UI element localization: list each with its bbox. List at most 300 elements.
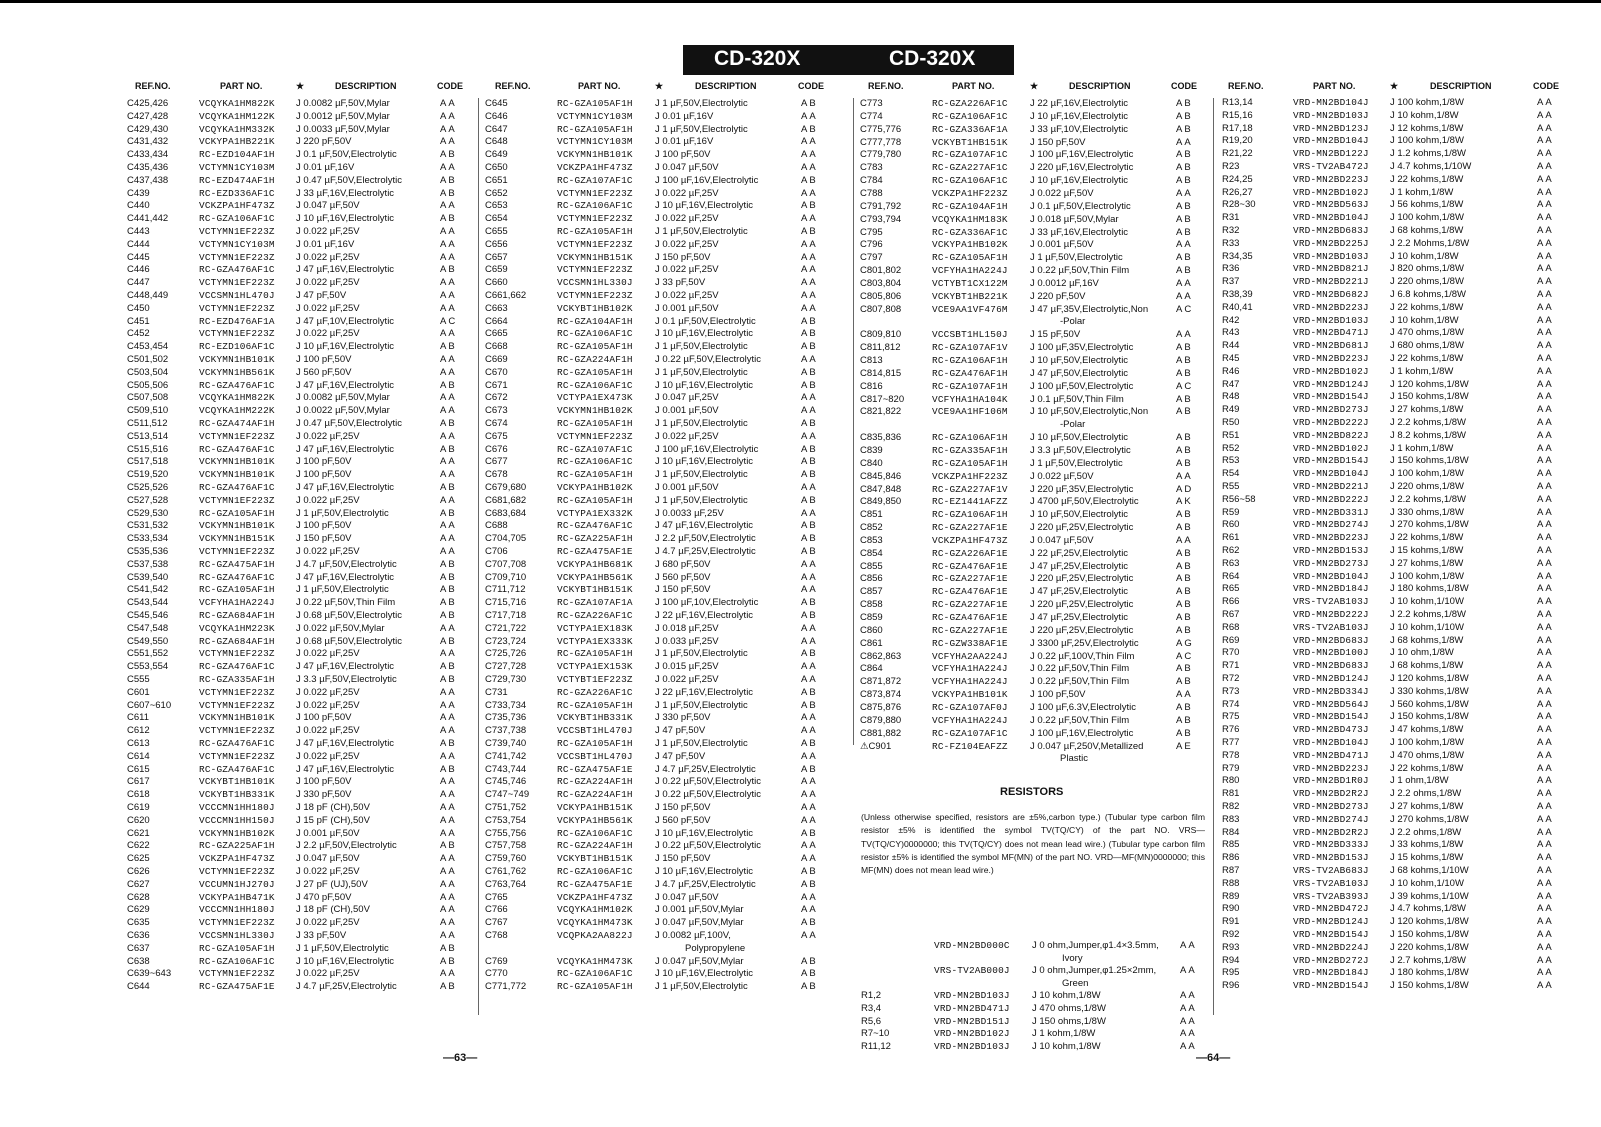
part-row-part-no: VCFYHA1HA224J: [932, 676, 1008, 688]
part-row-ref-no: R85: [1222, 839, 1240, 851]
part-row-description: J 27 kohms,1/8W: [1390, 557, 1464, 569]
part-row-part-no: VRS-TV2AB393J: [1293, 890, 1369, 902]
part-row-description: J 10 µF,16V,Electrolytic: [655, 456, 754, 468]
part-row-code: AB: [801, 366, 818, 378]
part-row-ref-no: C637: [127, 942, 150, 954]
part-row-part-no: VCQYKA1HM222K: [199, 405, 275, 417]
part-row-part-no: VCQYKA1HM473K: [557, 955, 633, 967]
part-row-code: AB: [801, 738, 818, 749]
part-row-part-no: RC-GZA105AF1H: [557, 341, 633, 353]
part-row-description: J 0.015 µF,25V: [655, 661, 719, 673]
part-row-part-no: RC-EZD106AF1C: [199, 341, 275, 353]
part-row-ref-no: R13,14: [1222, 97, 1253, 108]
part-row-ref-no: C717,718: [485, 610, 527, 621]
part-row-part-no: RC-GZA335AF1H: [199, 674, 275, 685]
part-row-part-no: VCTYMN1EF223Z: [199, 866, 275, 877]
part-row-part-no: VCTYMN1EF223Z: [199, 277, 275, 289]
part-row-code: AA: [1537, 429, 1554, 441]
part-row-description: J 220 µF,25V,Electrolytic: [1030, 624, 1134, 636]
part-row-code: AB: [801, 520, 818, 532]
part-row-description: J 10 µF,50V,Electrolytic,Non: [1030, 406, 1149, 418]
part-row-ref-no: C879,880: [860, 714, 902, 726]
part-row-code: AB: [1176, 522, 1193, 534]
part-row-ref-no: C665: [485, 328, 508, 340]
part-row-description: J 150 kohms,1/8W: [1390, 929, 1469, 940]
part-row-code: AA: [440, 136, 457, 148]
part-row-description: J 560 kohms,1/8W: [1390, 698, 1469, 710]
part-row-code: AA: [440, 226, 457, 237]
part-row-code: AB: [1176, 123, 1193, 135]
part-row-code: AB: [801, 456, 818, 468]
part-row-ref-no: C814,815: [860, 367, 902, 379]
part-row-description: J 10 kohm,1/8W: [1390, 109, 1459, 121]
part-row-ref-no: C768: [485, 930, 508, 941]
part-row-ref-no: R43: [1222, 327, 1240, 339]
part-row-description: J 0.0082 µF,100V,: [655, 930, 731, 941]
part-row-code: AA: [801, 110, 818, 122]
part-row-description: J 0.047 µF,25V: [655, 392, 719, 404]
part-row-ref-no: C617: [127, 776, 150, 788]
part-row-ref-no: C429,430: [127, 123, 169, 135]
part-row-description: J 10 µF,16V,Electrolytic: [655, 827, 754, 839]
part-row-code: AA: [440, 405, 457, 417]
part-row-part-no: RC-GZA224AF1H: [557, 776, 633, 788]
part-row-description: J 1 µF,50V,Electrolytic: [655, 418, 748, 429]
part-row-description: J 0.0033 µF,50V,Mylar: [296, 123, 390, 135]
part-row-code: AA: [440, 725, 457, 737]
part-row-part-no: RC-GZA106AF1C: [557, 456, 633, 468]
part-row-part-no: VRD-MN2BD103J: [934, 1040, 1010, 1052]
part-row-part-no: RC-GZA224AF1H: [557, 840, 633, 852]
part-row-part-no: VCTYMN1CY103M: [557, 110, 633, 122]
part-row-ref-no: R83: [1222, 813, 1240, 825]
part-row-part-no: VRD-MN2BD104J: [1293, 737, 1369, 748]
part-row-description: J 68 kohms,1/8W: [1390, 225, 1464, 236]
part-row-part-no: VCTYMN1EF223Z: [199, 750, 275, 762]
part-row-ref-no: C711,712: [485, 584, 526, 596]
part-row-part-no: VCTYMN1EF223Z: [557, 213, 633, 225]
part-row-part-no: VCKZPA1HF473Z: [199, 200, 275, 212]
part-row-part-no: VRD-MN2BD153J: [1293, 852, 1369, 864]
part-row-ref-no: C636: [127, 930, 150, 941]
part-row-ref-no: C675: [485, 430, 508, 442]
part-row-description: J 47 µF,16V,Electrolytic: [296, 482, 395, 493]
part-row-code: AB: [440, 840, 457, 852]
part-row-part-no: RC-GZA227AF1E: [932, 522, 1008, 534]
part-row-code: AA: [1537, 865, 1554, 876]
part-row-code: AA: [801, 622, 818, 634]
part-row-code: AB: [440, 341, 457, 353]
part-row-code: AB: [440, 610, 457, 621]
part-row-description: J 10 µF,16V,Electrolytic: [655, 328, 754, 340]
part-row-part-no: VCTYPA1EX153K: [557, 661, 633, 673]
part-row-code: AA: [1537, 481, 1554, 492]
part-row-description: J 18 pF (CH),50V: [296, 802, 370, 813]
part-row-code: AB: [1176, 560, 1193, 572]
part-row-ref-no: C527,528: [127, 494, 169, 506]
part-row-code: AA: [1537, 634, 1554, 646]
part-row-ref-no: R96: [1222, 980, 1240, 992]
part-row-part-no: VRD-MN2BD000C: [934, 940, 1010, 951]
part-row-description: J 180 kohms,1/8W: [1390, 583, 1469, 595]
part-row-code: AB: [1176, 547, 1193, 559]
part-row-ref-no: R24,25: [1222, 173, 1253, 185]
part-row-ref-no: C626: [127, 866, 150, 877]
part-row-code: AB: [801, 827, 818, 839]
part-row-part-no: VCKYPA1HB561K: [557, 571, 633, 583]
part-row-part-no: VRD-MN2BD154J: [1293, 980, 1369, 992]
part-row-code: AB: [440, 635, 457, 647]
part-row-ref-no: R7~10: [861, 1028, 890, 1040]
part-row-code: AA: [440, 469, 457, 481]
part-row-ref-no: C639~643: [127, 968, 172, 980]
part-row-description: J 47 pF,50V: [296, 290, 347, 301]
part-row-ref-no: C653: [485, 200, 508, 212]
part-row-code: AB: [440, 597, 457, 609]
model-title-left: CD-320X: [714, 47, 801, 70]
part-row-description: J 150 kohms,1/8W: [1390, 391, 1469, 403]
part-row-part-no: RC-GZA475AF1H: [199, 558, 275, 570]
ref-no-header: REF.NO.: [495, 81, 531, 91]
part-row-ref-no: C809,810: [860, 329, 902, 341]
part-row-part-no: VCTYMN1EF223Z: [557, 187, 633, 199]
part-row-part-no: VRD-MN2BD122J: [1293, 148, 1369, 160]
part-row-part-no: VRD-MN2BD184J: [1293, 967, 1369, 979]
part-row-code: AB: [801, 379, 818, 391]
part-row-description: J 680 ohms,1/8W: [1390, 340, 1464, 352]
part-row-part-no: VCTYMN1CY103M: [199, 162, 275, 173]
part-row-ref-no: C775,776: [860, 123, 902, 135]
part-row-ref-no: C628: [127, 891, 150, 903]
part-row-code: AC: [1176, 650, 1194, 662]
part-row-code: AA: [1537, 852, 1554, 864]
part-row-part-no: VCKYMN1HB561K: [199, 366, 275, 378]
part-row-part-no: VRD-MN2BD223J: [1293, 353, 1369, 364]
part-row-ref-no: R37: [1222, 276, 1240, 288]
part-row-description: J 270 kohms,1/8W: [1390, 519, 1469, 531]
part-row-description: J 0.01 µF,16V: [655, 136, 714, 148]
part-row-ref-no: R3,4: [861, 1003, 882, 1014]
part-row-code: AA: [1537, 839, 1554, 851]
part-row-description: J 0.022 µF,25V: [296, 277, 360, 289]
part-row-ref-no: C511,512: [127, 418, 168, 429]
part-row-description: J 47 µF,16V,Electrolytic: [655, 520, 754, 532]
part-row-ref-no: R51: [1222, 429, 1240, 441]
part-row-description: J 0.022 µF,25V: [296, 546, 360, 557]
part-row-ref-no: R67: [1222, 609, 1240, 620]
part-row-code: AB: [440, 584, 457, 596]
part-row-part-no: RC-GZA335AF1H: [932, 444, 1008, 456]
part-row-part-no: VCQYKA1HM473K: [557, 917, 633, 929]
part-row-part-no: VCTYMN1EF223Z: [199, 226, 275, 237]
part-row-part-no: VCQYKA1HM223K: [199, 622, 275, 634]
part-row-description: J 0.47 µF,50V,Electrolytic: [296, 418, 402, 429]
part-row-ref-no: R79: [1222, 762, 1240, 774]
part-row-description: J 150 pF,50V: [296, 533, 352, 545]
part-row-code: AB: [1176, 676, 1193, 688]
part-row-part-no: VCFYHA1HA224J: [932, 663, 1008, 675]
part-row-code: AA: [801, 507, 818, 519]
part-row-ref-no: C619: [127, 802, 150, 813]
part-row-ref-no: R53: [1222, 455, 1240, 467]
part-row-ref-no: C501,502: [127, 354, 169, 365]
part-row-ref-no: C543,544: [127, 597, 169, 609]
part-row-description: J 0.022 µF,25V: [655, 264, 719, 276]
part-row-description: J 1 µF,50V,Electrolytic: [1030, 252, 1123, 264]
part-row-description: J 33 kohms,1/8W: [1390, 839, 1464, 851]
part-row-ref-no: C751,752: [485, 802, 527, 813]
part-row-description: J 4.7 µF,25V,Electrolytic: [296, 981, 397, 993]
part-row-code: AA: [1537, 532, 1554, 544]
part-row-ref-no: C811,812: [860, 342, 901, 354]
part-row-ref-no: C673: [485, 405, 508, 417]
part-row-ref-no: R15,16: [1222, 109, 1253, 121]
part-row-part-no: VRD-MN2BD154J: [1293, 929, 1369, 940]
part-row-ref-no: R82: [1222, 801, 1240, 812]
part-row-description: J 0.047 µF,50V,Mylar: [655, 917, 744, 929]
part-row-part-no: RC-GZA106AF1C: [557, 827, 633, 839]
part-row-part-no: VCKYMN1HB101K: [199, 456, 275, 468]
part-row-part-no: RC-GZA107AF1C: [557, 443, 633, 455]
part-row-part-no: VRD-MN2BD682J: [1293, 289, 1369, 300]
part-row-description: J 100 kohm,1/8W: [1390, 135, 1464, 147]
part-row-description: J 4.7 µF,50V,Electrolytic: [296, 558, 397, 570]
part-row-code: AA: [440, 968, 457, 980]
part-row-ref-no: C613: [127, 738, 150, 749]
part-row-description: J 100 µF,6.3V,Electrolytic: [1030, 701, 1136, 713]
part-row-code: AB: [1176, 432, 1193, 444]
part-row-part-no: VRD-MN2BD331J: [1293, 506, 1369, 518]
part-row-ref-no: R66: [1222, 596, 1240, 608]
part-row-ref-no: C451: [127, 315, 150, 327]
part-row-description: J 0.022 µF,25V: [296, 328, 360, 340]
part-row-description: J 0.047 µF,50V: [1030, 534, 1094, 546]
part-row-description: J 1 kohm,1/8W: [1390, 365, 1454, 377]
part-row-ref-no: C767: [485, 917, 508, 929]
part-row-code: AA: [440, 123, 457, 135]
part-row-code: AA: [1537, 250, 1554, 262]
part-row-description: J 47 µF,16V,Electrolytic: [296, 379, 395, 391]
part-row-description: J 0.47 µF,50V,Electrolytic: [296, 174, 402, 186]
part-row-part-no: RC-GZA106AF1C: [557, 968, 633, 980]
part-row-description: J 150 ohms,1/8W: [1032, 1015, 1106, 1027]
part-row-part-no: RC-GZA105AF1H: [557, 699, 633, 711]
part-row-code: AB: [440, 418, 457, 429]
part-row-code: AA: [801, 814, 818, 826]
part-row-part-no: VRD-MN2BD334J: [1293, 685, 1369, 697]
part-row-description: J 0.022 µF,25V: [296, 686, 360, 698]
part-row-code: AA: [801, 674, 818, 685]
part-row-ref-no: C813: [860, 355, 883, 366]
part-row-ref-no: C650: [485, 162, 508, 173]
part-row-code: AA: [1537, 442, 1554, 454]
part-row-part-no: RC-EZ1441AFZZ: [932, 496, 1008, 508]
part-row-part-no: RC-GZA106AF1H: [932, 355, 1008, 366]
part-row-description: J 33 µF,16V,Electrolytic: [296, 187, 395, 199]
part-row-code: AA: [1537, 660, 1554, 672]
part-row-ref-no: C612: [127, 725, 150, 737]
part-row-ref-no: C807,808: [860, 303, 902, 315]
part-row-part-no: RC-GZA227AF1E: [932, 599, 1008, 611]
part-row-code: AB: [1176, 444, 1193, 456]
part-row-part-no: VCKYBT1HB331K: [557, 712, 633, 724]
part-row-part-no: RC-GZA106AF1C: [932, 175, 1008, 187]
part-row-part-no: VCTYPA1EX333K: [557, 635, 633, 647]
part-row-part-no: VCQYKA1HM332K: [199, 123, 275, 135]
part-row-part-no: RC-GZA105AF1H: [199, 584, 275, 596]
part-row-part-no: VRD-MN2BD225J: [1293, 237, 1369, 249]
part-row-description: J 6.8 kohms,1/8W: [1390, 289, 1467, 300]
part-row-ref-no: R46: [1222, 365, 1240, 377]
part-row-code: AB: [1176, 367, 1193, 379]
part-row-description: J 10 µF,16V,Electrolytic: [296, 955, 395, 967]
part-row-part-no: RC-EZD476AF1A: [199, 315, 275, 327]
part-row-code: AA: [1180, 990, 1197, 1002]
part-row-description: J 0.022 µF,25V: [296, 750, 360, 762]
part-row-description: J 220 ohms,1/8W: [1390, 481, 1464, 492]
part-row-code: AB: [1176, 599, 1193, 611]
part-row-code: AA: [1537, 890, 1554, 902]
part-row-part-no: VCTYBT1CX122M: [932, 277, 1008, 289]
part-row-description: J 0.22 µF,50V,Electrolytic: [655, 840, 761, 852]
part-row-code: AB: [440, 149, 457, 161]
part-row-description: J 0.033 µF,25V: [655, 635, 719, 647]
part-row-description: J 150 pF,50V: [655, 853, 711, 865]
part-row-part-no: VCKYMN1HB101K: [199, 520, 275, 532]
part-row-part-no: VRD-MN2BD221J: [1293, 481, 1369, 492]
part-row-part-no: VCTYMN1EF223Z: [199, 686, 275, 698]
part-row-ref-no: C731: [485, 686, 508, 698]
part-row-ref-no: C855: [860, 560, 883, 572]
part-row-description: J 0.22 µF,50V,Electrolytic: [655, 776, 761, 788]
part-row-ref-no: C757,758: [485, 840, 527, 852]
part-row-part-no: RC-GZA107AF1C: [932, 727, 1008, 739]
part-row-description: J 0.022 µF,25V: [655, 238, 719, 250]
part-row-part-no: VCKYMN1HB102K: [199, 827, 275, 839]
part-row-code: AA: [440, 866, 457, 877]
part-row-ref-no: C817~820: [860, 393, 905, 405]
part-row-part-no: VCKYMN1HB101K: [199, 712, 275, 724]
part-row-ref-no: R54: [1222, 468, 1240, 480]
part-row-part-no: VRD-MN2BD471J: [1293, 327, 1369, 339]
part-row-code: AA: [801, 149, 818, 161]
part-row-code: AB: [440, 558, 457, 570]
part-row-part-no: RC-GZA107AF0J: [932, 701, 1008, 713]
part-row-ref-no: C647: [485, 123, 508, 135]
part-row-part-no: VRD-MN2BD154J: [1293, 455, 1369, 467]
part-row-code: AA: [1180, 965, 1197, 977]
part-row-description: J 0.047 µF,50V: [655, 891, 719, 903]
part-row-description: J 33 µF,10V,Electrolytic: [1030, 123, 1129, 135]
part-row-description: J 680 pF,50V: [655, 558, 711, 570]
part-row-part-no: RC-GZA226AF1C: [932, 98, 1008, 109]
part-row-part-no: RC-GZA105AF1H: [557, 494, 633, 506]
part-row-description: J 15 pF (CH),50V: [296, 814, 370, 826]
part-row-description: J 22 kohms,1/8W: [1390, 532, 1464, 544]
part-row-ref-no: R75: [1222, 711, 1240, 723]
part-row-description: J 0.001 µF,50V: [655, 405, 719, 417]
part-row-description: J 2.2 Mohms,1/8W: [1390, 237, 1470, 249]
part-row-part-no: VCCCMN1HH180J: [199, 904, 275, 916]
part-row-description: J 10 µF,50V,Electrolytic: [1030, 509, 1129, 521]
part-row-code: AA: [1537, 980, 1554, 992]
part-row-description: J 470 ohms,1/8W: [1390, 327, 1464, 339]
part-row-description: J 330 kohms,1/8W: [1390, 685, 1469, 697]
part-row-ref-no: C858: [860, 599, 883, 611]
part-row-part-no: VCTYMN1EF223Z: [199, 302, 275, 314]
part-row-ref-no: C765: [485, 891, 508, 903]
part-row-ref-no: C669: [485, 354, 508, 365]
part-row-code: AA: [440, 162, 457, 173]
part-row-description: J 100 kohm,1/8W: [1390, 737, 1464, 748]
part-row-ref-no: C741,742: [485, 750, 527, 762]
part-row-description: J 47 kohms,1/8W: [1390, 724, 1464, 736]
part-row-part-no: VRD-MN2BD154J: [1293, 711, 1369, 723]
part-row-description: J 3.3 µF,50V,Electrolytic: [296, 674, 397, 685]
part-row-part-no: RC-GZA106AF1C: [932, 110, 1008, 122]
part-row-part-no: VCQYKA1HM822K: [199, 392, 275, 404]
part-row-ref-no: C774: [860, 110, 883, 122]
part-row-description: J 15 kohms,1/8W: [1390, 545, 1464, 556]
part-row-part-no: VCKYPA1HB151K: [557, 802, 633, 813]
part-row-part-no: RC-GZA105AF1H: [932, 252, 1008, 264]
part-row-code: AB: [801, 546, 818, 557]
part-row-description: J 100 pF,50V: [296, 354, 352, 365]
part-row-ref-no: C861: [860, 637, 883, 649]
part-row-part-no: VCKYMN1HB101K: [199, 354, 275, 365]
part-row-ref-no: C446: [127, 264, 150, 276]
part-row-description: J 100 pF,50V: [1030, 689, 1086, 701]
part-row-ref-no: C873,874: [860, 689, 902, 701]
part-row-description: J 33 µF,16V,Electrolytic: [1030, 226, 1129, 238]
part-row-description: J 10 kohm,1/10W: [1390, 877, 1464, 889]
part-row-code: AA: [801, 187, 818, 199]
part-row-ref-no: R36: [1222, 263, 1240, 275]
part-row-ref-no: C763,764: [485, 878, 527, 890]
part-row-ref-no: C545,546: [127, 610, 169, 621]
part-row-code: AA: [801, 430, 818, 442]
part-row-ref-no: R89: [1222, 890, 1240, 902]
part-row-code: AA: [440, 200, 457, 212]
part-row-description: J 0.022 µF,25V: [296, 302, 360, 314]
part-row-code: AB: [1176, 624, 1193, 636]
part-row-description: J 4.7 kohms,1/10W: [1390, 161, 1472, 172]
part-row-description: J 0.001 µF,50V: [296, 827, 360, 839]
part-row-code: AB: [440, 174, 457, 186]
part-row-code: AB: [1176, 701, 1193, 713]
part-row-code: AA: [801, 635, 818, 647]
part-row-description: J 150 pF,50V: [1030, 136, 1086, 148]
part-row-part-no: VCQPKA2AA822J: [557, 930, 633, 941]
part-row-description: J 68 kohms,1/10W: [1390, 865, 1469, 876]
part-row-description: J 0.022 µF,25V: [296, 725, 360, 737]
part-row-ref-no: C747~749: [485, 789, 530, 801]
part-row-code: AA: [1180, 1028, 1197, 1040]
part-row-ref-no: C743,744: [485, 763, 527, 775]
part-row-ref-no: C644: [127, 981, 150, 993]
part-row-part-no: VRD-MN2BD223J: [1293, 173, 1369, 185]
part-row-code: AA: [801, 840, 818, 852]
part-row-description: J 27 kohms,1/8W: [1390, 404, 1464, 416]
part-row-code: AA: [1537, 724, 1554, 736]
part-row-code: AB: [1176, 612, 1193, 623]
part-row-description: J 0.22 µF,50V,Electrolytic: [655, 789, 761, 801]
part-row-description: J 100 µF,16V,Electrolytic: [1030, 149, 1134, 161]
part-row-ref-no: C435,436: [127, 162, 169, 173]
part-row-ref-no: C601: [127, 686, 150, 698]
part-row-description: J 120 kohms,1/8W: [1390, 916, 1469, 928]
part-row-ref-no: R94: [1222, 954, 1240, 966]
